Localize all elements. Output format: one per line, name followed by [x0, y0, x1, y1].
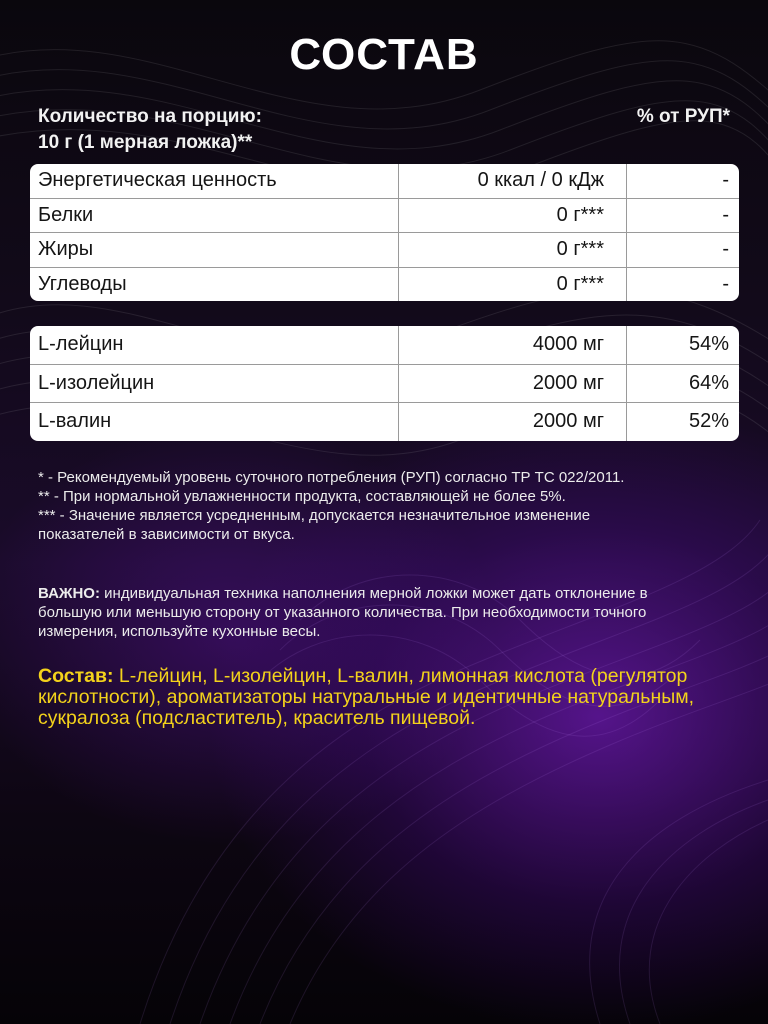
nutrition-table — [30, 164, 739, 301]
table-row — [30, 164, 739, 199]
composition-label: Состав: — [38, 665, 114, 687]
nutrient-amount: 0 г*** — [399, 268, 627, 302]
footnote-rup: * - Рекомендуемый уровень суточного потребления (РУП) согласно ТР ТС 022/2011. — [38, 469, 625, 486]
table-row — [30, 403, 739, 441]
serving-label: Количество на порцию: — [38, 106, 262, 127]
rup-column-header: % от РУП* — [636, 106, 730, 127]
important-note — [38, 584, 698, 641]
important-text: индивидуальная техника наполнения мерной ложки может дать отклонение в большую или меньшую сторону от указанного количества. При необходимости точного измерения, используйте кухонные весы. — [38, 585, 648, 640]
amino-amount: 4000 мг — [399, 326, 627, 364]
amino-amount: 2000 мг — [399, 365, 627, 403]
nutrient-name: Энергетическая ценность — [30, 164, 399, 198]
nutrient-percent: - — [722, 203, 729, 226]
amino-name: L-валин — [30, 403, 399, 441]
table-row — [30, 326, 739, 365]
table-row — [30, 233, 739, 268]
amino-percent: 52% — [688, 410, 729, 433]
table-row — [30, 268, 739, 302]
amino-amount: 2000 мг — [399, 403, 627, 441]
nutrient-amount: 0 г*** — [399, 233, 627, 267]
nutrient-amount: 0 ккал / 0 кДж — [399, 164, 627, 198]
footnote-moisture: ** - При нормальной увлажненности продукта, составляющей не более 5%. — [38, 488, 566, 505]
important-label: ВАЖНО: — [38, 585, 100, 602]
serving-size — [38, 104, 262, 156]
footnotes — [38, 468, 678, 544]
amino-percent: 64% — [688, 371, 729, 394]
nutrient-name: Жиры — [30, 233, 399, 267]
nutrient-percent: - — [722, 272, 729, 295]
nutrient-name: Белки — [30, 199, 399, 233]
composition-text — [38, 666, 728, 729]
table-row — [30, 365, 739, 404]
footnote-average: *** - Значение является усредненным, допускается незначительное изменение показателей в зависимости от вкуса. — [38, 507, 591, 543]
nutrient-percent: - — [722, 238, 729, 261]
amino-name: L-изолейцин — [30, 365, 399, 403]
amino-percent: 54% — [688, 333, 729, 356]
nutrient-amount: 0 г*** — [399, 199, 627, 233]
composition-ingredients: L-лейцин, L-изолейцин, L-валин, лимонная кислота (регулятор кислотности), ароматизаторы натуральные и идентичные натуральным, сукралоза (подсластитель), краситель пищевой. — [38, 665, 695, 729]
nutrient-name: Углеводы — [30, 268, 399, 302]
amino-acids-table — [30, 326, 739, 441]
nutrient-percent: - — [722, 169, 729, 192]
amino-name: L-лейцин — [30, 326, 399, 364]
table-row — [30, 199, 739, 234]
page-title: СОСТАВ — [289, 30, 479, 79]
serving-amount: 10 г (1 мерная ложка)** — [38, 132, 253, 153]
